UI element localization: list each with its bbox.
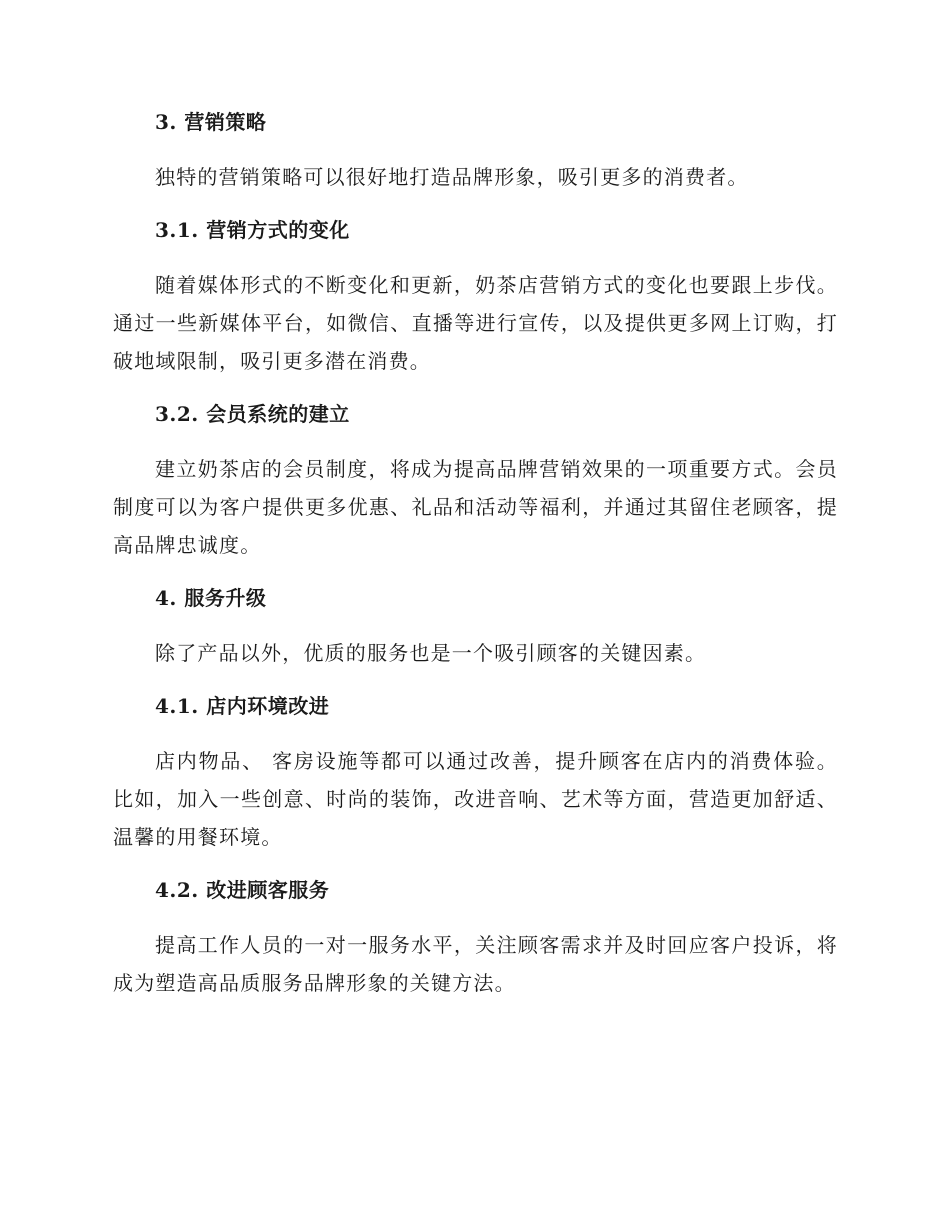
section-paragraph: 除了产品以外，优质的服务也是一个吸引顾客的关键因素。 xyxy=(155,641,707,665)
section-paragraph: 店内物品、 客房设施等都可以通过改善，提升顾客在店内的消费体验。比如，加入一些创意、时尚的装饰，改进音响、艺术等方面，营造更加舒适、温馨的用餐环境。 xyxy=(113,749,838,849)
section-paragraph: 随着媒体形式的不断变化和更新，奶茶店营销方式的变化也要跟上步伐。通过一些新媒体平台，如微信、直播等进行宣传，以及提供更多网上订购，打破地域限制，吸引更多潜在消费。 xyxy=(113,273,838,373)
document-body xyxy=(113,108,838,1022)
section-heading: 3.2. 会员系统的建立 xyxy=(155,402,350,426)
section-heading: 4.1. 店内环境改进 xyxy=(155,694,330,718)
section-heading: 4.2. 改进顾客服务 xyxy=(155,878,330,902)
section-heading: 3.1. 营销方式的变化 xyxy=(155,218,350,242)
section-paragraph: 独特的营销策略可以很好地打造品牌形象，吸引更多的消费者。 xyxy=(155,165,749,189)
section-paragraph: 提高工作人员的一对一服务水平，关注顾客需求并及时回应客户投诉，将成为塑造高品质服务品牌形象的关键方法。 xyxy=(113,933,838,995)
section-paragraph: 建立奶茶店的会员制度，将成为提高品牌营销效果的一项重要方式。会员制度可以为客户提供更多优惠、礼品和活动等福利，并通过其留住老顾客，提高品牌忠诚度。 xyxy=(113,457,838,557)
section-heading: 3. 营销策略 xyxy=(155,110,267,134)
section-heading: 4. 服务升级 xyxy=(155,586,267,610)
